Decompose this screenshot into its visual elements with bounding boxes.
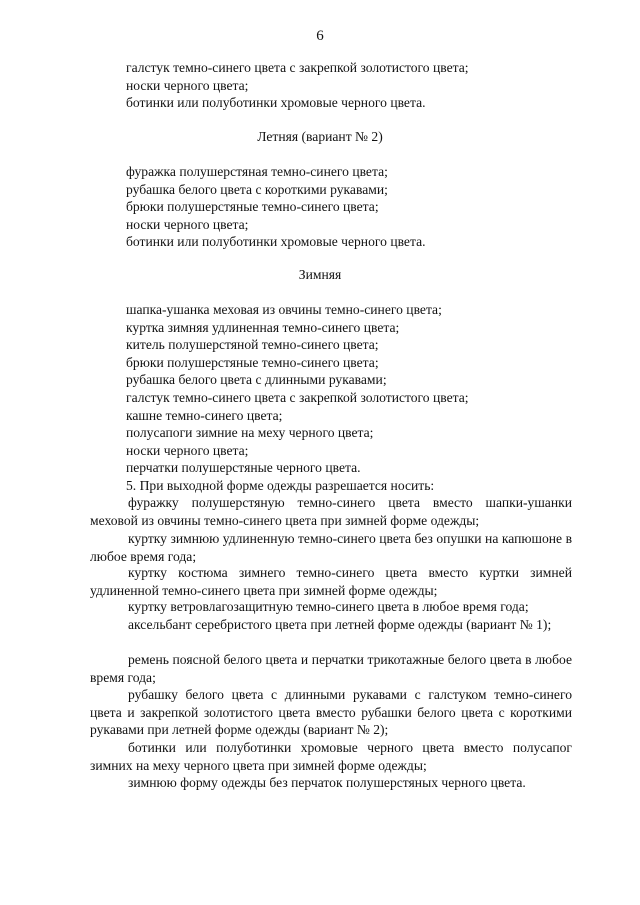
list-item: галстук темно-синего цвета с закрепкой золотистого цвета;	[126, 60, 469, 75]
list-item: рубашка белого цвета с короткими рукавами;	[126, 181, 388, 197]
paragraph: куртку костюма зимнего темно-синего цвета вместо куртки зимней удлиненной темно-синего цвета при зимней форме одежды;	[90, 565, 572, 598]
paragraph: рубашку белого цвета с длинными рукавами с галстуком темно-синего цвета и закрепкой золотистого цвета вместо рубашки белого цвета с короткими рукавами при летней форме одежды (вариант № 2);	[90, 687, 572, 738]
page-number: 6	[316, 28, 324, 44]
section-heading-winter: Зимняя	[298, 267, 342, 282]
paragraph: ботинки или полуботинки хромовые черного цвета вместо полусапог зимних на меху черного цвета при зимней форме одежды;	[90, 740, 572, 773]
list-item: куртка зимняя удлиненная темно-синего цвета;	[126, 319, 400, 335]
list-item: полусапоги зимние на меху черного цвета;	[126, 425, 374, 441]
list-item: носки черного цвета;	[126, 216, 249, 232]
paragraph: ремень поясной белого цвета и перчатки трикотажные белого цвета в любое время года;	[90, 652, 572, 685]
list-item: китель полушерстяной темно-синего цвета;	[126, 337, 379, 353]
list-item: носки черного цвета;	[126, 442, 249, 458]
paragraph: фуражку полушерстяную темно-синего цвета вместо шапки-ушанки меховой из овчины темно-синего цвета при зимней форме одежды;	[90, 495, 572, 528]
list-item: рубашка белого цвета с длинными рукавами;	[126, 372, 387, 388]
list-item: носки черного цвета;	[126, 77, 249, 93]
paragraph: зимнюю форму одежды без перчаток полушерстяных черного цвета.	[128, 775, 526, 790]
list-item: кашне темно-синего цвета;	[126, 407, 283, 423]
paragraph: куртку ветровлагозащитную темно-синего цвета в любое время года;	[128, 599, 529, 614]
list-item: ботинки или полуботинки хромовые черного цвета.	[126, 234, 426, 250]
section-heading-summer-2: Летняя (вариант № 2)	[257, 129, 383, 144]
list-item: шапка-ушанка меховая из овчины темно-синего цвета;	[126, 302, 442, 317]
list-item: перчатки полушерстяные черного цвета.	[126, 460, 361, 476]
list-item: ботинки или полуботинки хромовые черного цвета.	[126, 95, 426, 111]
list-block-2	[126, 163, 586, 251]
list-block-1	[126, 59, 586, 112]
paragraph: аксельбант серебристого цвета при летней форме одежды (вариант № 1);	[128, 617, 552, 632]
clause-5-intro: 5. При выходной форме одежды разрешается носить:	[126, 477, 435, 493]
list-item: галстук темно-синего цвета с закрепкой золотистого цвета;	[126, 389, 469, 405]
list-item: брюки полушерстяные темно-синего цвета;	[126, 199, 379, 215]
list-block-3	[126, 301, 586, 495]
paragraph: куртку зимнюю удлиненную темно-синего цвета без опушки на капюшоне в любое время года;	[90, 531, 572, 564]
list-item: фуражка полушерстяная темно-синего цвета;	[126, 164, 388, 179]
list-item: брюки полушерстяные темно-синего цвета;	[126, 354, 379, 370]
